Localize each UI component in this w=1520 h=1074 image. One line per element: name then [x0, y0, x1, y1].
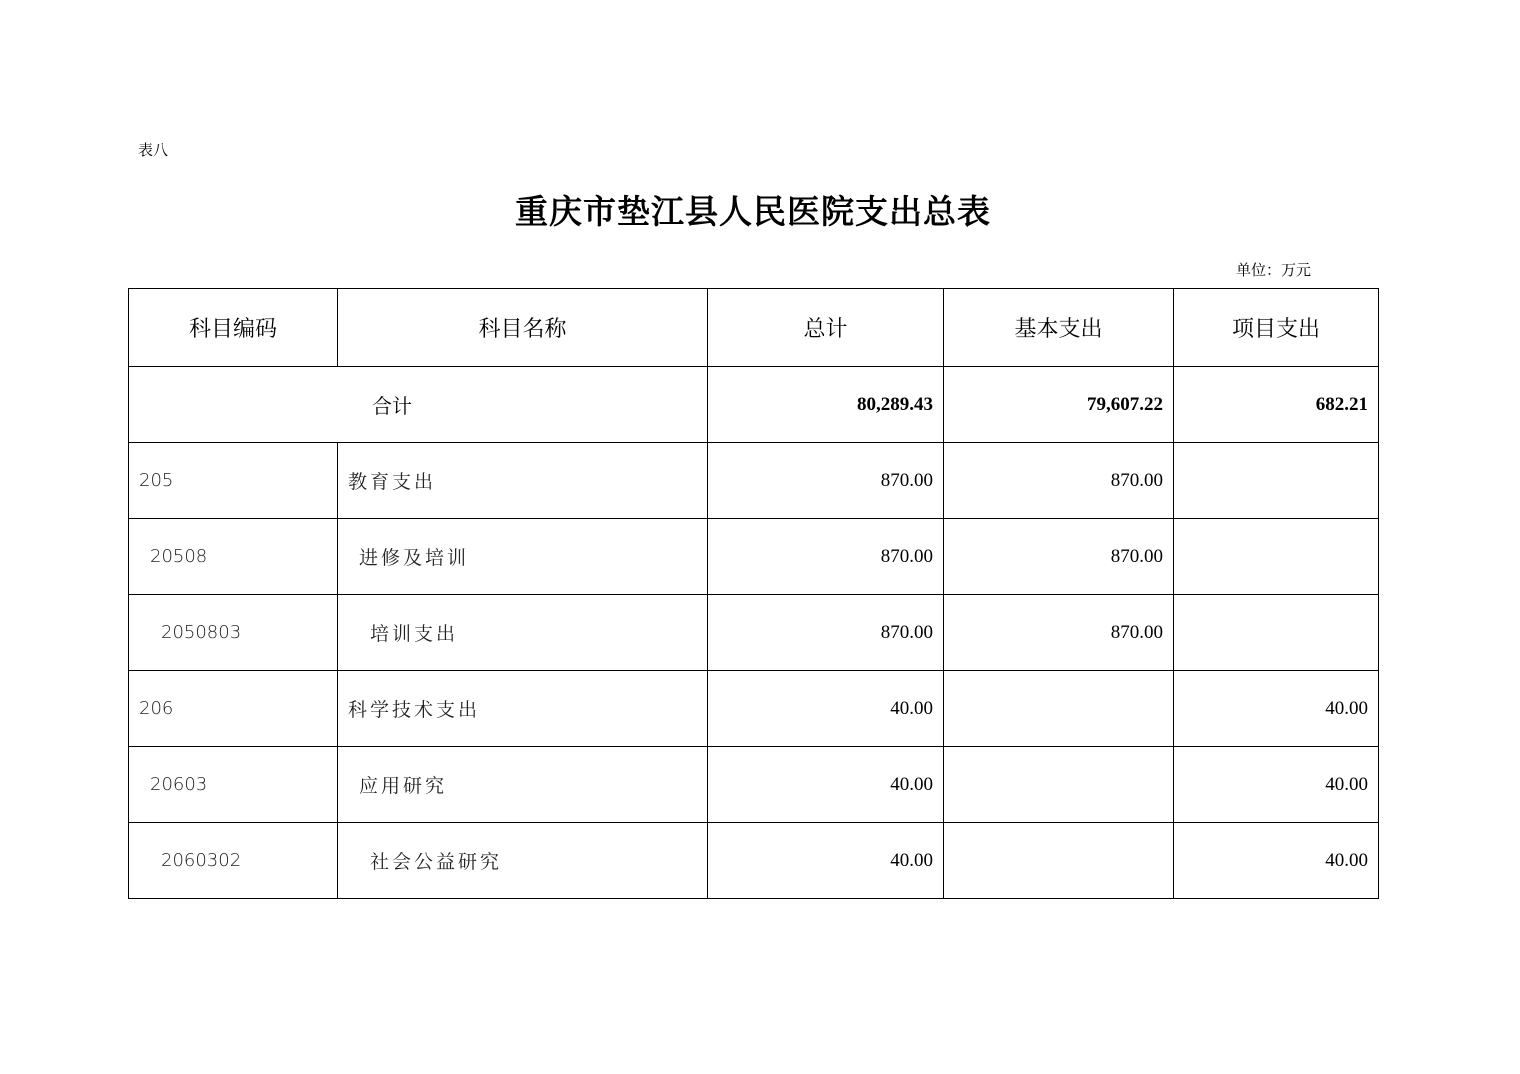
row-code: 205: [129, 443, 338, 519]
row-name: 应用研究: [338, 747, 708, 823]
row-basic: [944, 747, 1174, 823]
row-basic: [944, 823, 1174, 899]
header-subject-name: 科目名称: [338, 289, 708, 367]
header-project-expenditure: 项目支出: [1174, 289, 1379, 367]
row-project: [1174, 595, 1379, 671]
row-project: 40.00: [1174, 671, 1379, 747]
table-row: [129, 747, 1379, 823]
row-basic: [944, 671, 1174, 747]
unit-label: 单位：万元: [1236, 261, 1312, 279]
header-basic-expenditure: 基本支出: [944, 289, 1174, 367]
row-code: 206: [129, 671, 338, 747]
total-value: 80,289.43: [708, 367, 944, 443]
row-total: 40.00: [708, 671, 944, 747]
table-row: [129, 595, 1379, 671]
header-total: 总计: [708, 289, 944, 367]
page-title: 重庆市垫江县人民医院支出总表: [515, 192, 991, 231]
header-subject-code: 科目编码: [129, 289, 338, 367]
row-code: 2050803: [129, 595, 338, 671]
row-total: 870.00: [708, 519, 944, 595]
row-basic: 870.00: [944, 443, 1174, 519]
row-total: 40.00: [708, 747, 944, 823]
total-project-value: 682.21: [1174, 367, 1379, 443]
row-name: 社会公益研究: [338, 823, 708, 899]
row-basic: 870.00: [944, 595, 1174, 671]
expenditure-table: [128, 288, 1379, 899]
row-name: 培训支出: [338, 595, 708, 671]
row-project: [1174, 443, 1379, 519]
row-basic: 870.00: [944, 519, 1174, 595]
row-project: 40.00: [1174, 747, 1379, 823]
table-row: [129, 519, 1379, 595]
row-total: 40.00: [708, 823, 944, 899]
total-basic-value: 79,607.22: [944, 367, 1174, 443]
row-project: 40.00: [1174, 823, 1379, 899]
row-name: 教育支出: [338, 443, 708, 519]
total-label: 合计: [129, 367, 708, 443]
row-code: 20603: [129, 747, 338, 823]
row-project: [1174, 519, 1379, 595]
table-row: [129, 671, 1379, 747]
table-row: [129, 823, 1379, 899]
row-name: 进修及培训: [338, 519, 708, 595]
table-header-row: [129, 289, 1379, 367]
row-total: 870.00: [708, 595, 944, 671]
table-number: 表八: [138, 141, 169, 159]
row-code: 2060302: [129, 823, 338, 899]
row-name: 科学技术支出: [338, 671, 708, 747]
table-row: [129, 443, 1379, 519]
row-total: 870.00: [708, 443, 944, 519]
total-row: [129, 367, 1379, 443]
row-code: 20508: [129, 519, 338, 595]
